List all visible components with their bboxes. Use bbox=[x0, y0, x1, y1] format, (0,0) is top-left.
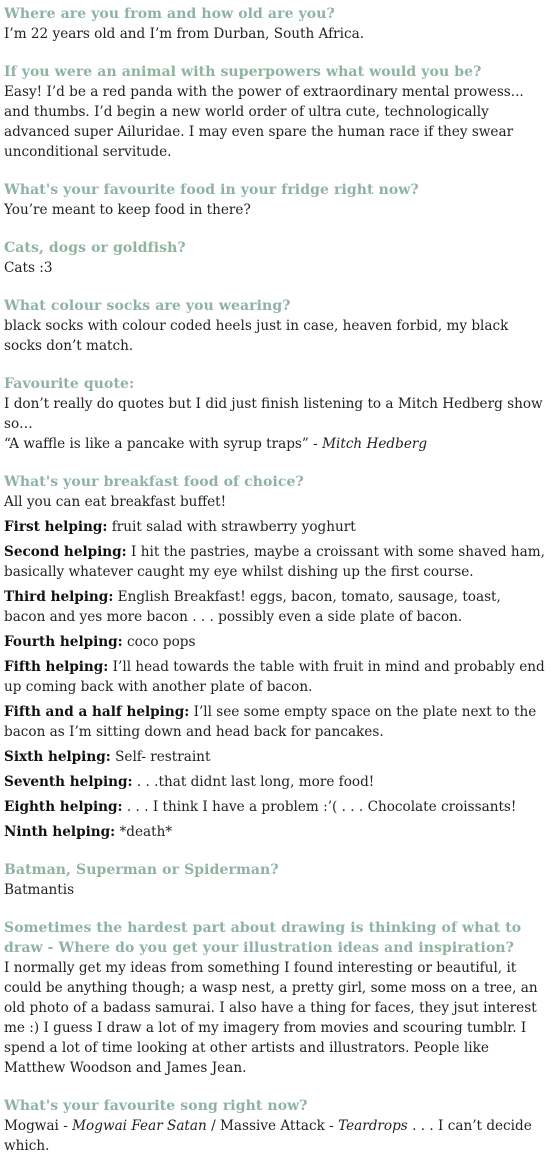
answer bbox=[4, 394, 546, 454]
quote-text bbox=[4, 434, 546, 454]
qa-block-inspiration bbox=[4, 918, 546, 1078]
song-tail: . . . I can’t decide which. bbox=[4, 1118, 532, 1154]
helping-text: English Breakfast! eggs, bacon, tomato, sausage, toast, bacon and yes more bacon . . . possibly even a side plate of bacon. bbox=[4, 589, 501, 625]
helping-label: Sixth helping: bbox=[4, 749, 111, 765]
answer: Easy! I’d be a red panda with the power of extraordinary mental prowess... and thumbs. I’d begin a new world order of ultra cute, technologically advanced super Ailuridae. I may even spare the human race if they swear unconditional servitude. bbox=[4, 84, 524, 160]
helping-item bbox=[4, 747, 546, 767]
helping-label: Seventh helping: bbox=[4, 774, 133, 790]
question: Sometimes the hardest part about drawing is thinking of what to draw - Where do you get your illustration ideas and inspiration? bbox=[4, 920, 522, 956]
qa-block-quote bbox=[4, 374, 546, 454]
question: What's your favourite song right now? bbox=[4, 1098, 308, 1114]
answer: I’m 22 years old and I’m from Durban, South Africa. bbox=[4, 26, 365, 42]
helping-text: I’ll head towards the table with fruit in mind and probably end up coming back with another plate of bacon. bbox=[4, 659, 545, 695]
quote-author: Mitch Hedberg bbox=[322, 436, 428, 452]
helping-label: Third helping: bbox=[4, 589, 114, 605]
helping-item bbox=[4, 772, 546, 792]
helping-label: Fifth and a half helping: bbox=[4, 704, 190, 720]
song-title-2: Teardrops bbox=[338, 1118, 408, 1134]
helping-text: coco pops bbox=[122, 634, 196, 650]
helping-label: Second helping: bbox=[4, 544, 127, 560]
question: Batman, Superman or Spiderman? bbox=[4, 862, 279, 878]
helping-label: Eighth helping: bbox=[4, 799, 123, 815]
helping-label: Fourth helping: bbox=[4, 634, 123, 650]
helping-item bbox=[4, 822, 546, 842]
answer: You’re meant to keep food in there? bbox=[4, 202, 251, 218]
qa-block-breakfast bbox=[4, 472, 546, 842]
helping-label: Fifth helping: bbox=[4, 659, 109, 675]
qa-block-animal bbox=[4, 62, 546, 162]
quote-body: “A waffle is like a pancake with syrup traps” - bbox=[4, 436, 323, 452]
helping-text: . . .that didnt last long, more food! bbox=[132, 774, 375, 790]
helping-label: Ninth helping: bbox=[4, 824, 116, 840]
song-artist-1: Mogwai - bbox=[4, 1118, 73, 1134]
qa-block-hero bbox=[4, 860, 546, 900]
helping-item bbox=[4, 702, 546, 742]
question: If you were an animal with superpowers what would you be? bbox=[4, 64, 482, 80]
song-separator: / Massive Attack - bbox=[206, 1118, 339, 1134]
question: Where are you from and how old are you? bbox=[4, 6, 335, 22]
question: Favourite quote: bbox=[4, 376, 135, 392]
helping-text: I hit the pastries, maybe a croissant with some shaved ham, basically whatever caught my eye whilst dishing up the first course. bbox=[4, 544, 545, 580]
helping-item bbox=[4, 657, 546, 697]
answer: I normally get my ideas from something I found interesting or beautiful, it could be anything though; a wasp nest, a pretty girl, some moss on a tree, an old photo of a badass samurai. I also have a thing for faces, they jsut interest me :) I guess I draw a lot of my imagery from movies and scouring tumblr. I spend a lot of time looking at other artists and illustrators. People like Matthew Woodson and James Jean. bbox=[4, 960, 538, 1076]
song-title-1: Mogwai Fear Satan bbox=[72, 1118, 207, 1134]
helping-text: . . . I think I have a problem :’( . . . Chocolate croissants! bbox=[122, 799, 517, 815]
helping-item bbox=[4, 517, 546, 537]
quote-intro: I don’t really do quotes but I did just finish listening to a Mitch Hedberg show so… bbox=[4, 396, 543, 432]
answer: Cats :3 bbox=[4, 260, 53, 276]
question: What's your breakfast food of choice? bbox=[4, 474, 304, 490]
qa-block-pets bbox=[4, 238, 546, 278]
answer bbox=[4, 1116, 546, 1156]
question: What colour socks are you wearing? bbox=[4, 298, 291, 314]
answer: Batmantis bbox=[4, 882, 75, 898]
question: What's your favourite food in your fridge right now? bbox=[4, 182, 419, 198]
breakfast-intro: All you can eat breakfast buffet! bbox=[4, 494, 227, 510]
helping-item bbox=[4, 797, 546, 817]
qa-block-origin bbox=[4, 4, 546, 44]
answer: black socks with colour coded heels just in case, heaven forbid, my black socks don’t match. bbox=[4, 318, 509, 354]
qa-block-fridge bbox=[4, 180, 546, 220]
helping-item bbox=[4, 587, 546, 627]
helping-text: Self- restraint bbox=[110, 749, 211, 765]
helping-item bbox=[4, 542, 546, 582]
helping-label: First helping: bbox=[4, 519, 108, 535]
question: Cats, dogs or goldfish? bbox=[4, 240, 186, 256]
helping-text: fruit salad with strawberry yoghurt bbox=[107, 519, 356, 535]
helping-text: I’ll see some empty space on the plate next to the bacon as I’m sitting down and head back for pancakes. bbox=[4, 704, 537, 740]
qa-block-song bbox=[4, 1096, 546, 1156]
helping-text: *death* bbox=[115, 824, 173, 840]
qa-block-socks bbox=[4, 296, 546, 356]
helping-item bbox=[4, 632, 546, 652]
helping-list bbox=[4, 517, 546, 842]
